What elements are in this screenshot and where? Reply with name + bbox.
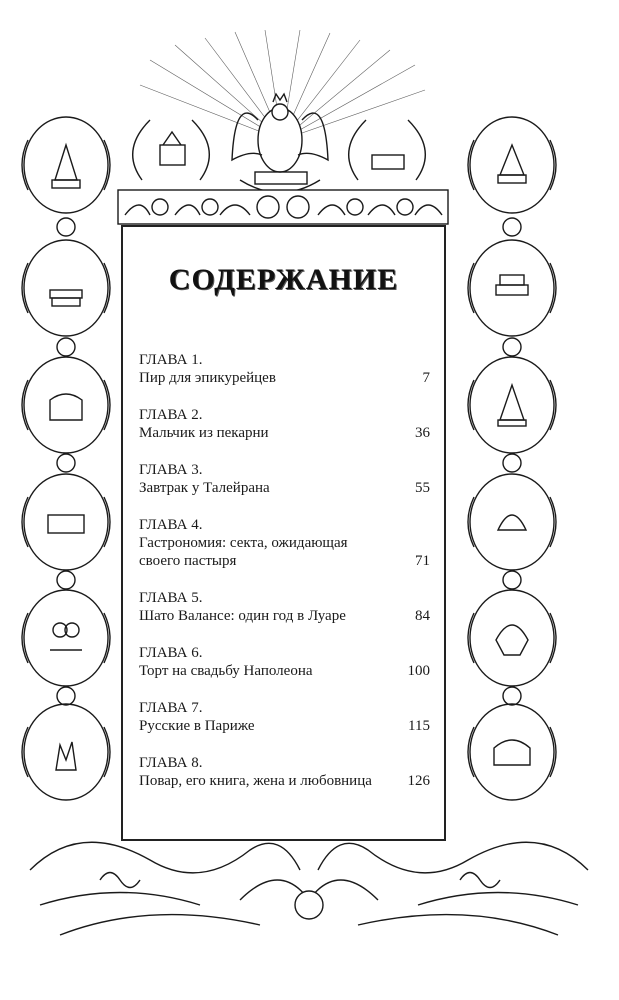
page-number: 115	[408, 718, 430, 734]
chapter-number: ГЛАВА 6.	[139, 645, 203, 661]
page-number: 36	[415, 425, 430, 441]
chapter-number: ГЛАВА 1.	[139, 352, 203, 368]
toc-entry	[139, 516, 430, 570]
chapter-number: ГЛАВА 5.	[139, 590, 203, 606]
chapter-number: ГЛАВА 4.	[139, 517, 203, 533]
page-number: 84	[415, 608, 430, 624]
chapter-title: Гастрономия: секта, ожидающая своего пастыря	[139, 535, 348, 569]
chapter-number: ГЛАВА 8.	[139, 755, 203, 771]
chapter-title: Пир для эпикурейцев	[139, 370, 276, 386]
toc-panel	[121, 225, 446, 841]
right-wreath-column	[468, 117, 556, 800]
chapter-number: ГЛАВА 7.	[139, 700, 203, 716]
chapter-title: Торт на свадьбу Наполеона	[139, 663, 313, 679]
page-number: 126	[407, 773, 430, 789]
bottom-scroll-ornament	[30, 842, 588, 935]
toc-entry	[139, 406, 430, 442]
chapter-title: Повар, его книга, жена и любовница	[139, 773, 372, 789]
toc-entry	[139, 589, 430, 625]
toc-list	[139, 351, 430, 790]
chapter-title: Шато Валансе: один год в Луаре	[139, 608, 346, 624]
toc-entry	[139, 699, 430, 735]
toc-entry	[139, 754, 430, 790]
chapter-title: Завтрак у Талейрана	[139, 480, 270, 496]
page-number: 100	[407, 663, 430, 679]
page-number: 7	[422, 370, 430, 386]
page-number: 71	[415, 553, 430, 569]
toc-entry	[139, 351, 430, 387]
chapter-number: ГЛАВА 2.	[139, 407, 203, 423]
toc-entry	[139, 644, 430, 680]
left-wreath-column	[22, 117, 110, 800]
toc-entry	[139, 461, 430, 497]
chapter-number: ГЛАВА 3.	[139, 462, 203, 478]
chapter-title: Мальчик из пекарни	[139, 425, 269, 441]
chapter-title: Русские в Париже	[139, 718, 255, 734]
page-number: 55	[415, 480, 430, 496]
page-title: СОДЕРЖАНИЕ	[168, 263, 399, 296]
